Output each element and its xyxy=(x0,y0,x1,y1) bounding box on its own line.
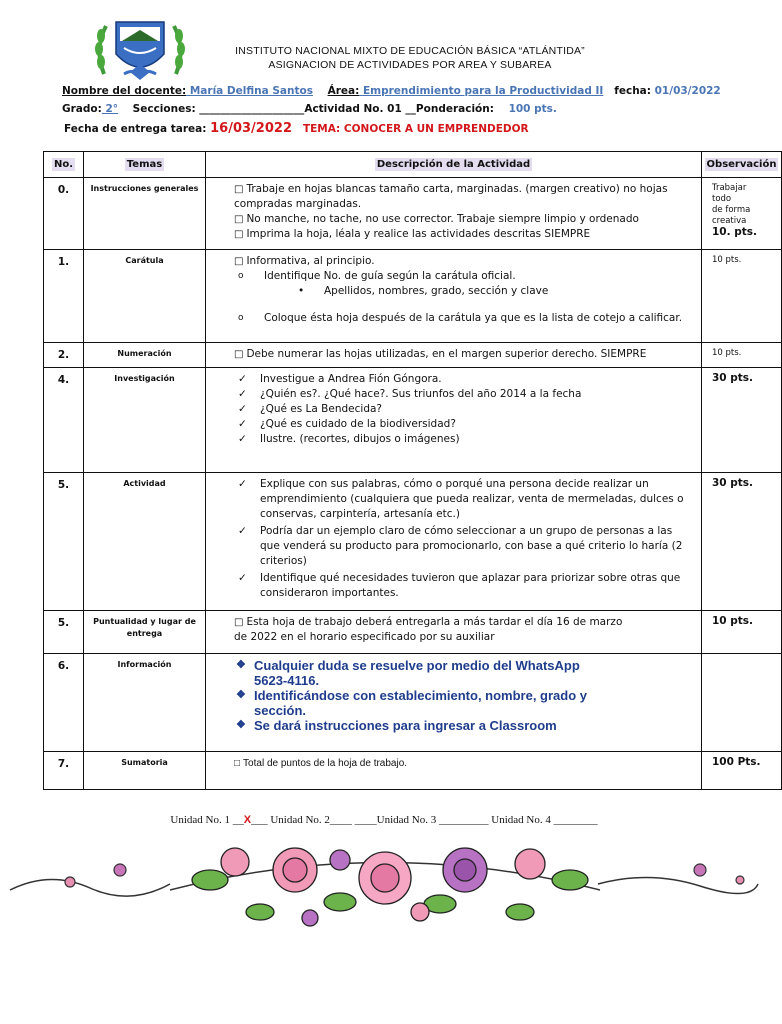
row-number: 2. xyxy=(44,343,84,368)
check-item: ✓ Podría dar un ejemplo claro de cómo seleccionar a un grupo de personas a las que venderá su producto para promocionarlo, con base a qué criterio lo haría (2 criterios) xyxy=(238,524,695,569)
row-topic: Instrucciones generales xyxy=(84,178,206,250)
row-topic: Actividad xyxy=(84,473,206,611)
obs-line: Trabajar xyxy=(712,183,747,193)
table-row xyxy=(44,250,782,343)
row-number: 1. xyxy=(44,250,84,343)
row-description xyxy=(206,368,702,473)
activities-table xyxy=(43,151,782,790)
row-number: 6. xyxy=(44,654,84,752)
instruction-line: □ Trabaje en hojas blancas tamaño carta, marginadas. (margen creativo) no hojas compradas marginadas. xyxy=(216,182,695,212)
row-number: 0. xyxy=(44,178,84,250)
date-label: fecha: xyxy=(614,85,651,97)
document-subtitle: ASIGNACION DE ACTIVIDADES POR AREA Y SUBAREA xyxy=(268,59,552,71)
row-description xyxy=(206,654,702,752)
date-value: 01/03/2022 xyxy=(650,85,721,97)
teacher-value: María Delfina Santos xyxy=(186,85,313,97)
grade-value: 2° xyxy=(101,103,119,115)
table-row xyxy=(44,343,782,368)
obs-points: 10. pts. xyxy=(712,226,758,238)
row-description xyxy=(206,250,702,343)
due-date-label: Fecha de entrega tarea: xyxy=(64,123,207,135)
row-description xyxy=(206,343,702,368)
units-line xyxy=(0,814,768,826)
row-observation: 10 pts. xyxy=(702,250,782,343)
table-row xyxy=(44,178,782,250)
row-description xyxy=(206,611,702,654)
row-observation: 30 pts. xyxy=(702,368,782,473)
check-item: ✓ Ilustre. (recortes, dibujos o imágenes) xyxy=(238,432,695,447)
area-label: Área: xyxy=(327,85,360,97)
grade-label: Grado: xyxy=(62,103,102,115)
table-row xyxy=(44,654,782,752)
table-header-row xyxy=(44,152,782,178)
unit-1-mark: X xyxy=(243,814,252,826)
check-item: ✓ Investigue a Andrea Fión Góngora. xyxy=(238,372,695,387)
delivery-line: □ Esta hoja de trabajo deberá entregarla a más tardar el día 16 de marzo de 2022 en el horario especificado por su auxiliar xyxy=(216,615,695,645)
cover-sub-item: o Coloque ésta hoja después de la carátula ya que es la lista de cotejo a calificar. xyxy=(216,311,695,326)
info-item: ❖ Se dará instrucciones para ingresar a Classroom xyxy=(236,718,601,733)
sections-label: Secciones: ____________________ xyxy=(132,103,305,115)
check-item: ✓ ¿Quién es?. ¿Qué hace?. Sus triunfos del año 2014 a la fecha xyxy=(238,387,695,402)
flower-border-icon xyxy=(10,840,758,930)
header-no: No. xyxy=(44,152,84,178)
weight-value: 100 pts. xyxy=(508,103,557,115)
instruction-line: □ No manche, no tache, no use corrector. Trabaje siempre limpio y ordenado xyxy=(216,212,695,227)
row-number: 5. xyxy=(44,473,84,611)
row-observation xyxy=(702,654,782,752)
units-rest: ___ Unidad No. 2____ ____Unidad No. 3 _________ Unidad No. 4 ________ xyxy=(251,814,598,826)
instruction-line: □ Imprima la hoja, léala y realice las actividades descritas SIEMPRE xyxy=(216,227,695,242)
check-item: ✓ ¿Qué es cuidado de la biodiversidad? xyxy=(238,417,695,432)
table-row xyxy=(44,611,782,654)
table-row xyxy=(44,752,782,790)
row-observation: 10 pts. xyxy=(702,343,782,368)
check-item: ✓ Identifique qué necesidades tuvieron que aplazar para priorizar sobre otras que consideraron importantes. xyxy=(238,571,695,601)
row-observation xyxy=(702,178,782,250)
weight-label: __Ponderación: xyxy=(401,103,494,115)
row-topic: Carátula xyxy=(84,250,206,343)
obs-line: de forma xyxy=(712,205,751,215)
row-description xyxy=(206,178,702,250)
numbering-line: □ Debe numerar las hojas utilizadas, en el margen superior derecho. SIEMPRE xyxy=(216,347,695,362)
total-line: □ Total de puntos de la hoja de trabajo. xyxy=(216,756,695,771)
header-descripcion: Descripción de la Actividad xyxy=(206,152,702,178)
row-observation: 30 pts. xyxy=(702,473,782,611)
row-topic: Puntualidad y lugar de entrega xyxy=(84,611,206,654)
school-name: INSTITUTO NACIONAL MIXTO DE EDUCACIÓN BÁSICA “ATLÁNTIDA” xyxy=(235,45,585,57)
due-date-line xyxy=(64,121,529,136)
due-date-value: 16/03/2022 xyxy=(210,121,292,136)
row-number: 4. xyxy=(44,368,84,473)
grade-info-line xyxy=(62,103,557,115)
teacher-label: Nombre del docente: xyxy=(62,85,187,97)
info-item: ❖ Cualquier duda se resuelve por medio del WhatsApp 5623-4116. xyxy=(236,658,601,688)
row-description xyxy=(206,752,702,790)
row-observation: 10 pts. xyxy=(702,611,782,654)
activity-label: Actividad No. xyxy=(304,103,384,115)
obs-line: creativa xyxy=(712,216,747,226)
cover-sub-item: o Identifique No. de guía según la carátula oficial. xyxy=(216,269,695,284)
table-row xyxy=(44,473,782,611)
cover-bullet: • Apellidos, nombres, grado, sección y clave xyxy=(216,284,695,299)
obs-line: todo xyxy=(712,194,732,204)
row-description xyxy=(206,473,702,611)
check-item: ✓ ¿Qué es La Bendecida? xyxy=(238,402,695,417)
unit-1-label: Unidad No. 1 __ xyxy=(170,814,244,826)
row-topic: Información xyxy=(84,654,206,752)
row-number: 7. xyxy=(44,752,84,790)
row-topic: Sumatoria xyxy=(84,752,206,790)
row-topic: Investigación xyxy=(84,368,206,473)
row-observation: 100 Pts. xyxy=(702,752,782,790)
cover-intro: □ Informativa, al principio. xyxy=(216,254,695,269)
info-item: ❖ Identificándose con establecimiento, nombre, grado y sección. xyxy=(236,688,601,718)
row-number: 5. xyxy=(44,611,84,654)
check-item: ✓ Explique con sus palabras, cómo o porqué una persona decide realizar un emprendimiento (cualquiera que pueda realizar, venta de mermeladas, dulces o conservas, carpintería, artesanía etc.) xyxy=(238,477,695,522)
header-temas: Temas xyxy=(84,152,206,178)
row-topic: Numeración xyxy=(84,343,206,368)
header-observacion: Observación xyxy=(702,152,782,178)
area-value: Emprendimiento para la Productividad II xyxy=(359,85,604,97)
activity-value: 01 xyxy=(383,103,402,115)
table-row xyxy=(44,368,782,473)
teacher-info-line xyxy=(62,85,721,97)
topic-label: TEMA: CONOCER A UN EMPRENDEDOR xyxy=(302,123,529,135)
